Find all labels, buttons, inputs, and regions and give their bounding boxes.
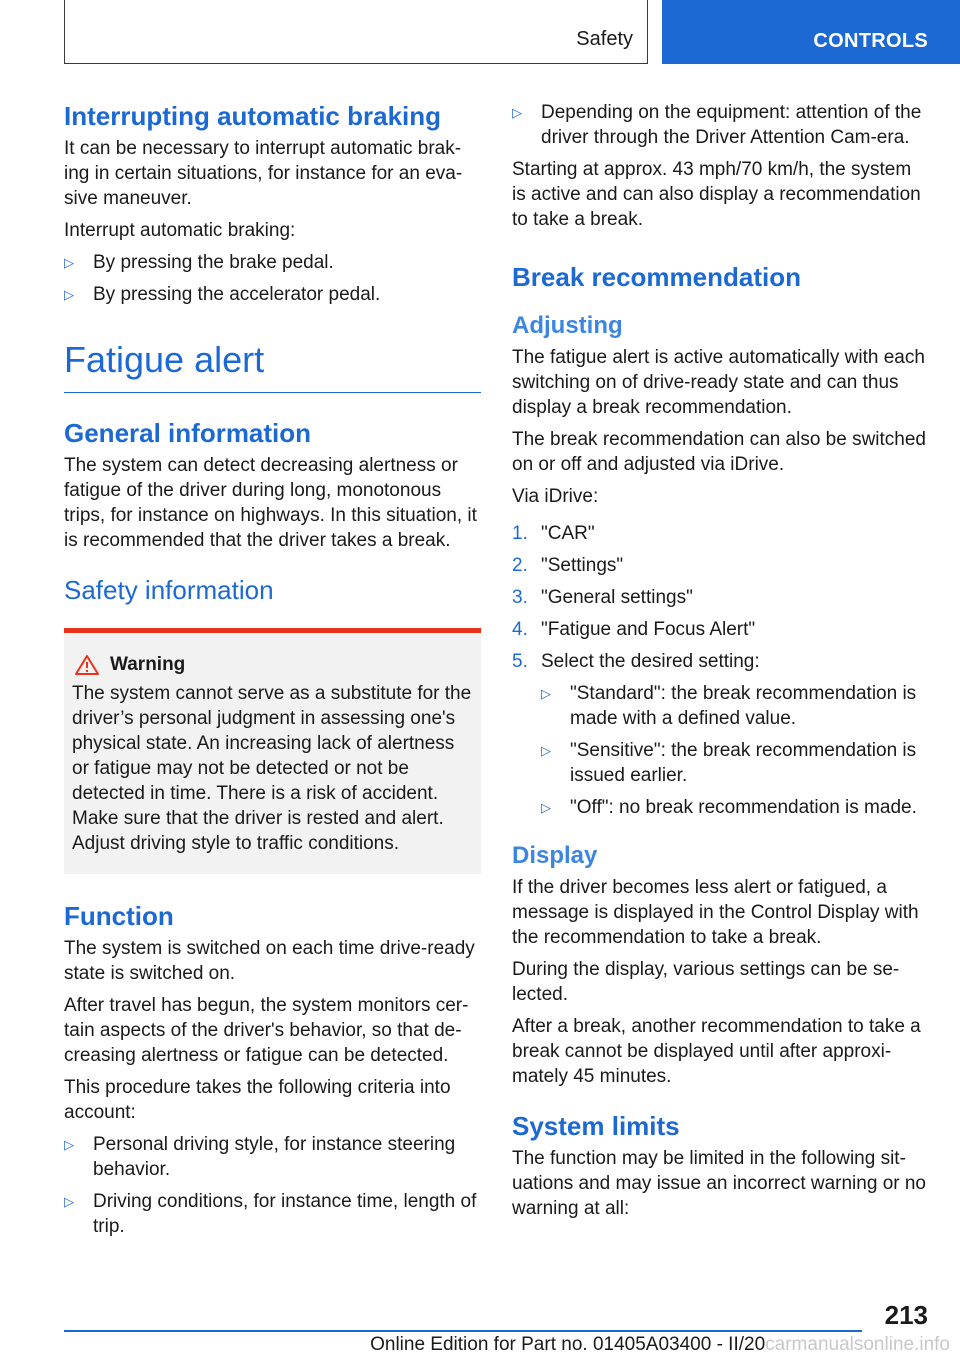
criteria-list [64,1132,481,1239]
display-paragraph-1: If the driver becomes less alert or fatigued, a message is displayed in the Control Display with the recommendation to take a break. [512,877,919,948]
footer-divider [64,1330,862,1332]
general-information-paragraph: The system can detect decreasing alertness or fatigue of the driver during long, monotonous trips, for instance on highways. In this situation, it is recommended that the driver takes a break. [64,455,477,551]
triangle-right-icon: ▷ [512,105,522,120]
display-heading: Display [512,842,598,869]
triangle-right-icon: ▷ [541,743,551,758]
general-information-heading: General information [64,418,312,448]
warning-triangle-icon [74,654,100,676]
list-item: 3. "General settings" [512,587,693,608]
criteria-list-continued [512,100,928,150]
display-paragraph-2: During the display, various settings can be se-lected. [512,959,900,1005]
triangle-right-icon: ▷ [541,800,551,815]
page-number: 213 [884,1300,928,1330]
footer-edition: Online Edition for Part no. 01405A03400 - II/20carmanualsonline.info [370,1334,950,1355]
list-item: ▷ By pressing the brake pedal. [64,252,334,273]
watermark: carmanualsonline.info [765,1334,950,1355]
function-paragraph-2: After travel has begun, the system monitors cer-tain aspects of the driver's behavior, so that de-creasing alertness or fatigue can be detected. [64,995,469,1066]
interrupt-list [64,250,481,307]
list-item: 2. "Settings" [512,555,624,576]
interrupt-paragraph: It can be necessary to interrupt automatic brak-ing in certain situations, for instance for an eva-sive maneuver. [64,138,463,209]
triangle-right-icon: ▷ [64,287,74,302]
interrupt-heading: Interrupting automatic braking [64,101,442,131]
idrive-steps-list [512,521,928,820]
adjusting-paragraph-2: The break recommendation can also be switched on or off and adjusted via iDrive. [512,429,927,475]
function-paragraph-1: The system is switched on each time drive-ready state is switched on. [64,938,475,984]
list-item: ▷ "Sensitive": the break recommendation is issued earlier. [541,740,917,786]
header-chapter-tab [662,0,960,64]
system-limits-paragraph: The function may be limited in the following sit-uations and may issue an incorrect warning or no warning at all: [512,1148,927,1219]
header-section-box [64,0,648,64]
function-paragraph-3: This procedure takes the following criteria into account: [64,1077,451,1123]
via-idrive-label: Via iDrive: [512,486,599,507]
header-chapter-label: CONTROLS [813,30,928,52]
list-item: 1. "CAR" [512,523,595,544]
safety-information-heading: Safety information [64,575,274,605]
active-speed-paragraph: Starting at approx. 43 mph/70 km/h, the system is active and can also display a recommendation to take a break. [512,159,921,230]
adjusting-paragraph-1: The fatigue alert is active automatically with each switching on of drive-ready state and can thus display a break recommendation. [512,347,925,418]
list-item: ▷ Depending on the equipment: attention of the driver through the Driver Attention Cam-era. [512,102,922,148]
list-item: 5. Select the desired setting: [512,651,760,672]
list-item: 4. "Fatigue and Focus Alert" [512,619,756,640]
warning-title: Warning [72,653,475,677]
list-item: ▷ By pressing the accelerator pedal. [64,284,381,305]
function-heading: Function [64,901,174,931]
triangle-right-icon: ▷ [64,255,74,270]
triangle-right-icon: ▷ [64,1137,74,1152]
header-section-label: Safety [576,28,633,50]
triangle-right-icon: ▷ [541,686,551,701]
list-item: ▷ Personal driving style, for instance steering behavior. [64,1134,456,1180]
interrupt-intro: Interrupt automatic braking: [64,220,296,241]
warning-text: The system cannot serve as a substitute for the driver’s personal judgment in assessing one's physical state. An increasing lack of alertness or fatigue may not be detected or not be detected in time. There is a risk of accident. Make sure that the driver is rested and alert. Adjust driving style to traffic conditions. [72,683,472,854]
display-paragraph-3: After a break, another recommendation to take a break cannot be displayed until after approxi-mately 45 minutes. [512,1016,921,1087]
system-limits-heading: System limits [512,1111,680,1141]
list-item: ▷ "Standard": the break recommendation is made with a defined value. [541,683,917,729]
right-column [512,100,928,1228]
warning-box [64,628,481,874]
list-item: ▷ Driving conditions, for instance time, length of trip. [64,1191,477,1237]
list-item: ▷ "Off": no break recommendation is made. [541,797,917,818]
fatigue-alert-title: Fatigue alert [64,338,481,393]
left-column [64,100,481,1246]
adjusting-heading: Adjusting [512,312,623,339]
break-recommendation-heading: Break recommendation [512,262,801,292]
triangle-right-icon: ▷ [64,1194,74,1209]
